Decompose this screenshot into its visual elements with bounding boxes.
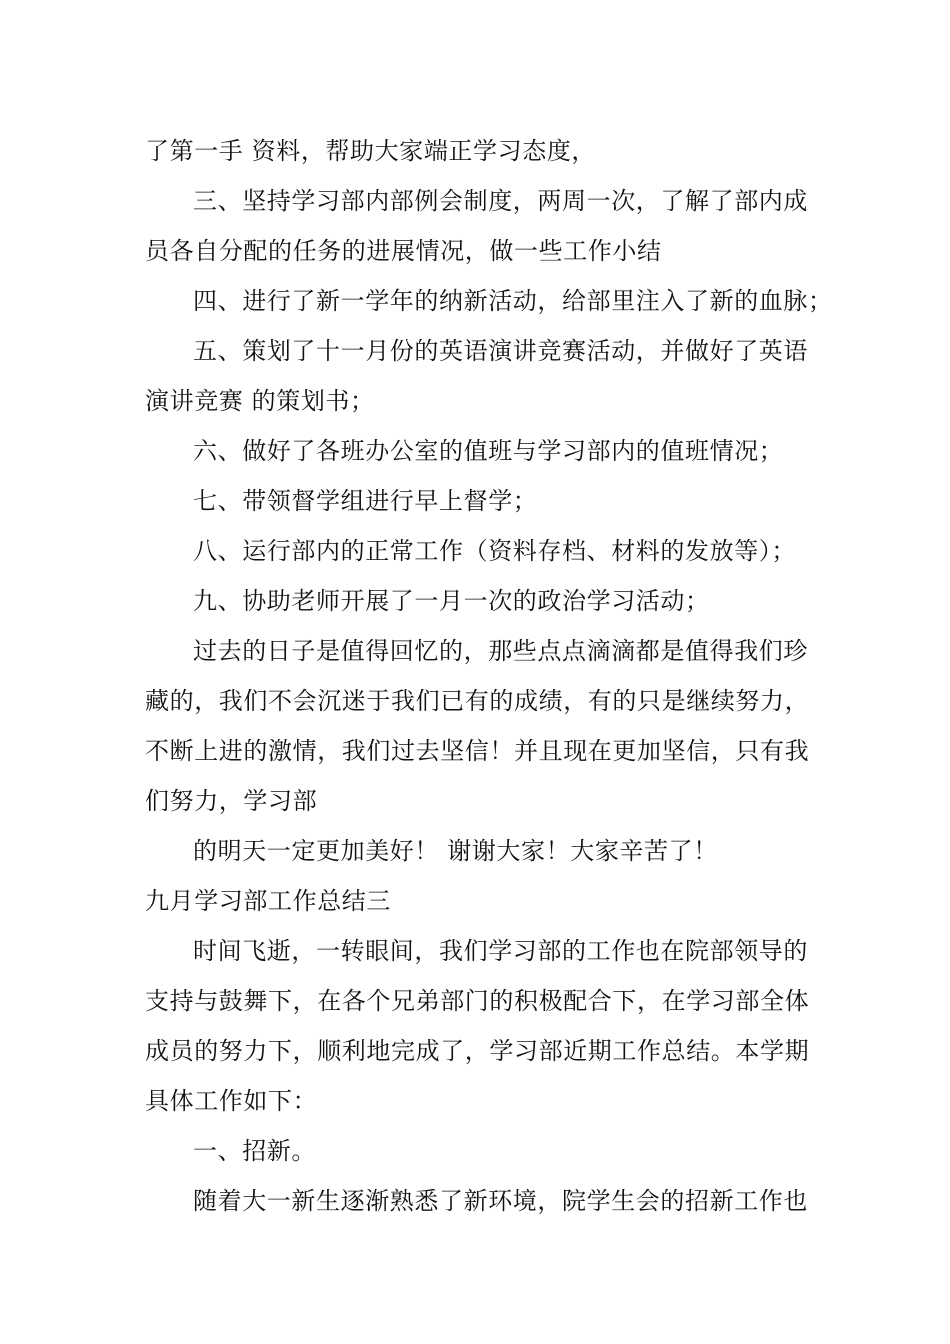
text-line: 五、策划了十一月份的英语演讲竞赛活动，并做好了英语 [193, 337, 808, 365]
text-line: 九、协助老师开展了一月一次的政治学习活动； [193, 587, 710, 615]
text-line: 八、运行部内的正常工作（资料存档、材料的发放等）； [193, 537, 796, 565]
text-line: 六、做好了各班办公室的值班与学习部内的值班情况； [193, 437, 784, 465]
text-line: 一、招新。 [193, 1137, 316, 1165]
text-line: 时间飞逝，一转眼间，我们学习部的工作也在院部领导的 [193, 937, 808, 965]
text-line: 七、带领督学组进行早上督学； [193, 487, 538, 515]
text-line: 过去的日子是值得回忆的，那些点点滴滴都是值得我们珍 [193, 637, 808, 665]
text-line: 支持与鼓舞下，在各个兄弟部门的积极配合下，在学习部全体 [145, 987, 810, 1015]
text-line: 三、坚持学习部内部例会制度，两周一次，了解了部内成 [193, 187, 808, 215]
text-line: 了第一手 资料，帮助大家端正学习态度， [145, 137, 597, 165]
text-line: 具体工作如下： [145, 1087, 318, 1115]
text-line: 演讲竞赛 的策划书； [145, 387, 375, 415]
text-line: 员各自分配的任务的进展情况，做一些工作小结 [145, 237, 662, 265]
section-heading: 九月学习部工作总结三 [145, 887, 391, 915]
text-line: 不断上进的激情，我们过去坚信！并且现在更加坚信，只有我 [145, 737, 810, 765]
text-line: 的明天一定更加美好！ 谢谢大家！大家辛苦了！ [193, 837, 718, 865]
text-line: 们努力，学习部 [145, 787, 318, 815]
text-line: 四、进行了新一学年的纳新活动，给部里注入了新的血脉； [193, 287, 833, 315]
text-line: 随着大一新生逐渐熟悉了新环境，院学生会的招新工作也 [193, 1187, 808, 1215]
text-line: 成员的努力下，顺利地完成了，学习部近期工作总结。本学期 [145, 1037, 810, 1065]
text-line: 藏的，我们不会沉迷于我们已有的成绩，有的只是继续努力， [145, 687, 810, 715]
